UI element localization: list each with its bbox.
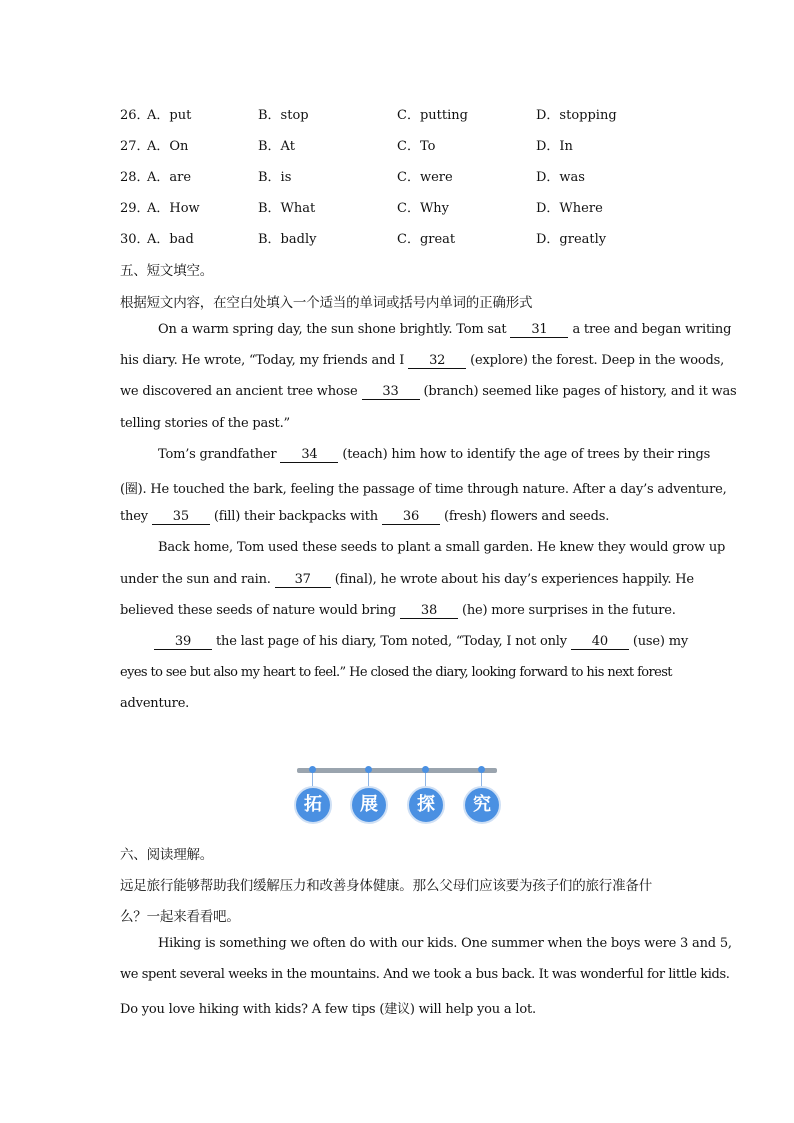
banner-badge: 究 <box>463 786 501 824</box>
passage-text: (fill) their backpacks with <box>213 509 378 524</box>
option-a: A．put <box>147 108 192 123</box>
reading-line: Do you love hiking with kids? A few tips (建议) will help you a lot. <box>120 1002 536 1017</box>
section6-heading: 六、阅读理解。 <box>120 847 214 863</box>
blank-40[interactable]: 40 <box>571 634 629 650</box>
section6-intro: 么？一起来看看吧。 <box>120 909 240 925</box>
passage-text: (fresh) flowers and seeds. <box>443 509 610 524</box>
passage-line <box>158 447 710 463</box>
section5-instruction: 根据短文内容，在空白处填入一个适当的单词或括号内单词的正确形式 <box>120 295 533 311</box>
passage-line <box>154 634 688 650</box>
passage-text: the last page of his diary, Tom noted, “Today, I not only <box>216 634 567 649</box>
banner-badge: 探 <box>407 786 445 824</box>
passage-text: (use) my <box>632 634 688 649</box>
passage-text: his diary. He wrote, “Today, my friends and I <box>120 353 405 368</box>
option-d: D．greatly <box>536 232 607 247</box>
blank-37[interactable]: 37 <box>275 572 331 588</box>
passage-text: (he) more surprises in the future. <box>461 603 676 618</box>
banner-pin <box>309 766 316 773</box>
blank-39[interactable]: 39 <box>154 634 212 650</box>
passage-line <box>120 353 724 369</box>
option-a: A．How <box>147 201 200 216</box>
option-c: C．great <box>397 232 456 247</box>
passage-text: they <box>120 509 148 524</box>
passage-text: we discovered an ancient tree whose <box>120 384 358 399</box>
option-a: A．bad <box>147 232 194 247</box>
passage-line: adventure. <box>120 696 190 711</box>
passage-line: telling stories of the past.” <box>120 416 290 431</box>
passage-line <box>120 384 737 400</box>
passage-text: (final), he wrote about his day’s experiences happily. He <box>334 572 694 587</box>
option-d: D．stopping <box>536 108 617 123</box>
option-a: A．On <box>147 139 189 154</box>
question-number: 26． <box>120 108 150 123</box>
banner-badge: 展 <box>350 786 388 824</box>
banner-pin <box>365 766 372 773</box>
banner-pin <box>422 766 429 773</box>
passage-text: (explore) the forest. Deep in the woods, <box>470 353 725 368</box>
question-number: 28． <box>120 170 150 185</box>
question-number: 29． <box>120 201 150 216</box>
banner-stem <box>368 772 369 787</box>
banner-bar <box>297 768 497 773</box>
passage-text: On a warm spring day, the sun shone brightly. Tom sat <box>158 322 507 337</box>
option-d: D．In <box>536 139 573 154</box>
banner-stem <box>481 772 482 787</box>
passage-text: Tom’s grandfather <box>158 447 277 462</box>
section5-heading: 五、短文填空。 <box>120 263 214 279</box>
blank-33[interactable]: 33 <box>362 384 420 400</box>
question-number: 27． <box>120 139 150 154</box>
reading-line: Hiking is something we often do with our kids. One summer when the boys were 3 and 5, <box>158 936 732 951</box>
passage-line: Back home, Tom used these seeds to plant a small garden. He knew they would grow up <box>158 540 726 555</box>
option-b: B．stop <box>258 108 309 123</box>
option-b: B．badly <box>258 232 317 247</box>
reading-line: we spent several weeks in the mountains. And we took a bus back. It was wonderful for little kids. <box>120 967 730 982</box>
banner-badge: 拓 <box>294 786 332 824</box>
blank-32[interactable]: 32 <box>408 353 466 369</box>
passage-line <box>158 322 731 338</box>
passage-text: (branch) seemed like pages of history, and it was <box>423 384 737 399</box>
question-number: 30． <box>120 232 150 247</box>
option-c: C．were <box>397 170 453 185</box>
passage-line <box>120 603 676 619</box>
option-b: B．What <box>258 201 316 216</box>
option-c: C．To <box>397 139 436 154</box>
banner-pin <box>478 766 485 773</box>
option-b: B．is <box>258 170 292 185</box>
option-c: C．putting <box>397 108 468 123</box>
option-d: D．Where <box>536 201 603 216</box>
passage-text: believed these seeds of nature would bring <box>120 603 396 618</box>
banner-stem <box>312 772 313 787</box>
blank-38[interactable]: 38 <box>400 603 458 619</box>
passage-line: (圈). He touched the bark, feeling the passage of time through nature. After a day’s adventure, <box>120 482 727 497</box>
option-a: A．are <box>147 170 192 185</box>
extension-banner <box>290 764 500 826</box>
passage-line <box>120 572 694 588</box>
passage-line <box>120 509 609 525</box>
section6-intro: 远足旅行能够帮助我们缓解压力和改善身体健康。那么父母们应该要为孩子们的旅行准备什 <box>120 878 652 894</box>
option-b: B．At <box>258 139 295 154</box>
blank-34[interactable]: 34 <box>280 447 338 463</box>
option-d: D．was <box>536 170 585 185</box>
banner-stem <box>425 772 426 787</box>
passage-line: eyes to see but also my heart to feel.” He closed the diary, looking forward to his next forest <box>120 665 672 680</box>
passage-text: under the sun and rain. <box>120 572 271 587</box>
blank-36[interactable]: 36 <box>382 509 440 525</box>
passage-text: (teach) him how to identify the age of trees by their rings <box>342 447 711 462</box>
option-c: C．Why <box>397 201 450 216</box>
passage-text: a tree and began writing <box>572 322 732 337</box>
blank-31[interactable]: 31 <box>510 322 568 338</box>
blank-35[interactable]: 35 <box>152 509 210 525</box>
